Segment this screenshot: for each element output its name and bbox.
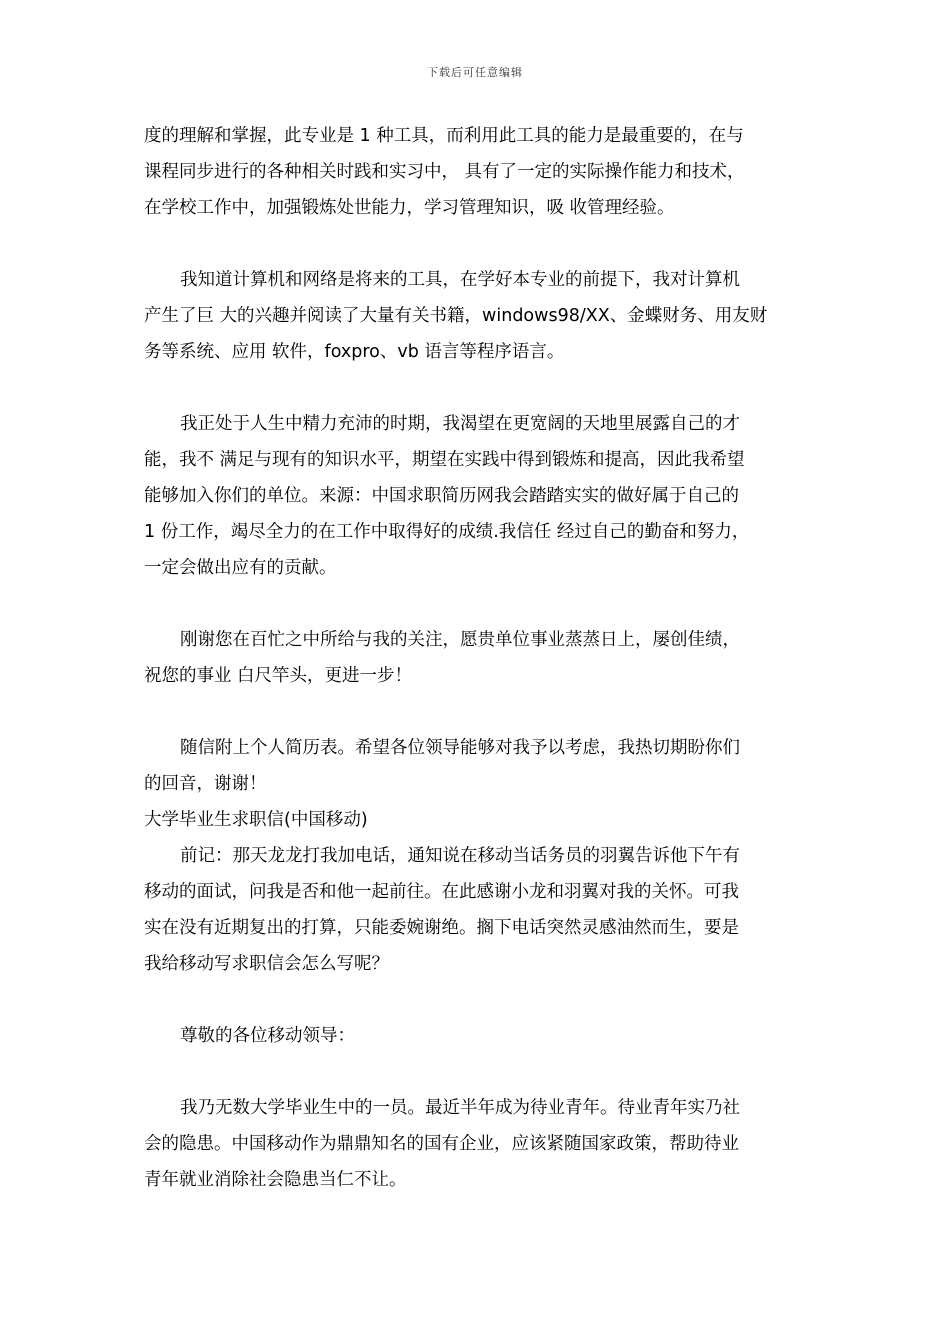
- text-line: 务等系统、应用 软件，foxpro、vb 语言等程序语言。: [144, 342, 565, 362]
- text-line: 移动的面试，问我是否和他一起前往。在此感谢小龙和羽翼对我的关怀。可我: [144, 882, 739, 902]
- text-line: 能够加入你们的单位。来源：中国求职简历网我会踏踏实实的做好属于自己的: [144, 486, 739, 506]
- text-line: 祝您的事业 白尺竿头，更进一步！: [144, 666, 413, 686]
- text-line: 我乃无数大学毕业生中的一员。最近半年成为待业青年。待业青年实乃社: [180, 1098, 740, 1118]
- text-line: 度的理解和掌握，此专业是 1 种工具，而利用此工具的能力是最重要的，在与: [144, 126, 744, 146]
- text-line: 产生了巨 大的兴趣并阅读了大量有关书籍，windows98/XX、金蝶财务、用友财: [144, 306, 768, 326]
- page-header: 下载后可任意编辑: [427, 66, 523, 79]
- paragraph: [144, 262, 810, 370]
- text-line: 随信附上个人简历表。希望各位领导能够对我予以考虑，我热切期盼你们: [180, 738, 740, 758]
- text-line: 我知道计算机和网络是将来的工具，在学好本专业的前提下，我对计算机: [180, 270, 740, 290]
- text-line: 会的隐患。中国移动作为鼎鼎知名的国有企业，应该紧随国家政策，帮助待业: [144, 1134, 739, 1154]
- text-line: 我正处于人生中精力充沛的时期，我渴望在更宽阔的天地里展露自己的才: [180, 414, 740, 434]
- text-line: 能，我不 满足与现有的知识水平，期望在实践中得到锻炼和提高，因此我希望: [144, 450, 745, 470]
- text-line: 刚谢您在百忙之中所给与我的关注，愿贵单位事业蒸蒸日上，屡创佳绩，: [180, 630, 740, 650]
- text-line: 1 份工作，竭尽全力的在工作中取得好的成绩.我信任 经过自己的勤奋和努力，: [144, 522, 750, 542]
- paragraph: [144, 406, 810, 586]
- paragraph-gap: [144, 694, 810, 730]
- text-line: 一定会做出应有的贡献。: [144, 558, 337, 578]
- text-line: 在学校工作中，加强锻炼处世能力，学习管理知识，吸 收管理经验。: [144, 198, 675, 218]
- paragraph-gap: [144, 226, 810, 262]
- text-line: 我给移动写求职信会怎么写呢？: [144, 954, 389, 974]
- salutation: 尊敬的各位移动领导：: [180, 1026, 355, 1046]
- text-line: 青年就业消除社会隐患当仁不让。: [144, 1170, 407, 1190]
- paragraph: [144, 730, 810, 802]
- paragraph: [144, 118, 810, 226]
- paragraph-gap: [144, 1054, 810, 1090]
- text-line: 前记：那天龙龙打我加电话，通知说在移动当话务员的羽翼告诉他下午有: [180, 846, 740, 866]
- text-line: 的回音，谢谢！: [144, 774, 267, 794]
- paragraph-gap: [144, 982, 810, 1018]
- paragraph: [144, 838, 810, 982]
- section-heading: 大学毕业生求职信(中国移动): [144, 810, 368, 830]
- text-line: 课程同步进行的各种相关时践和实习中， 具有了一定的实际操作能力和技术，: [144, 162, 745, 182]
- paragraph-gap: [144, 370, 810, 406]
- paragraph-gap: [144, 586, 810, 622]
- paragraph: [144, 1090, 810, 1198]
- document-body: [144, 118, 810, 1198]
- text-line: 实在没有近期复出的打算，只能委婉谢绝。搁下电话突然灵感油然而生，要是: [144, 918, 739, 938]
- paragraph: [144, 622, 810, 694]
